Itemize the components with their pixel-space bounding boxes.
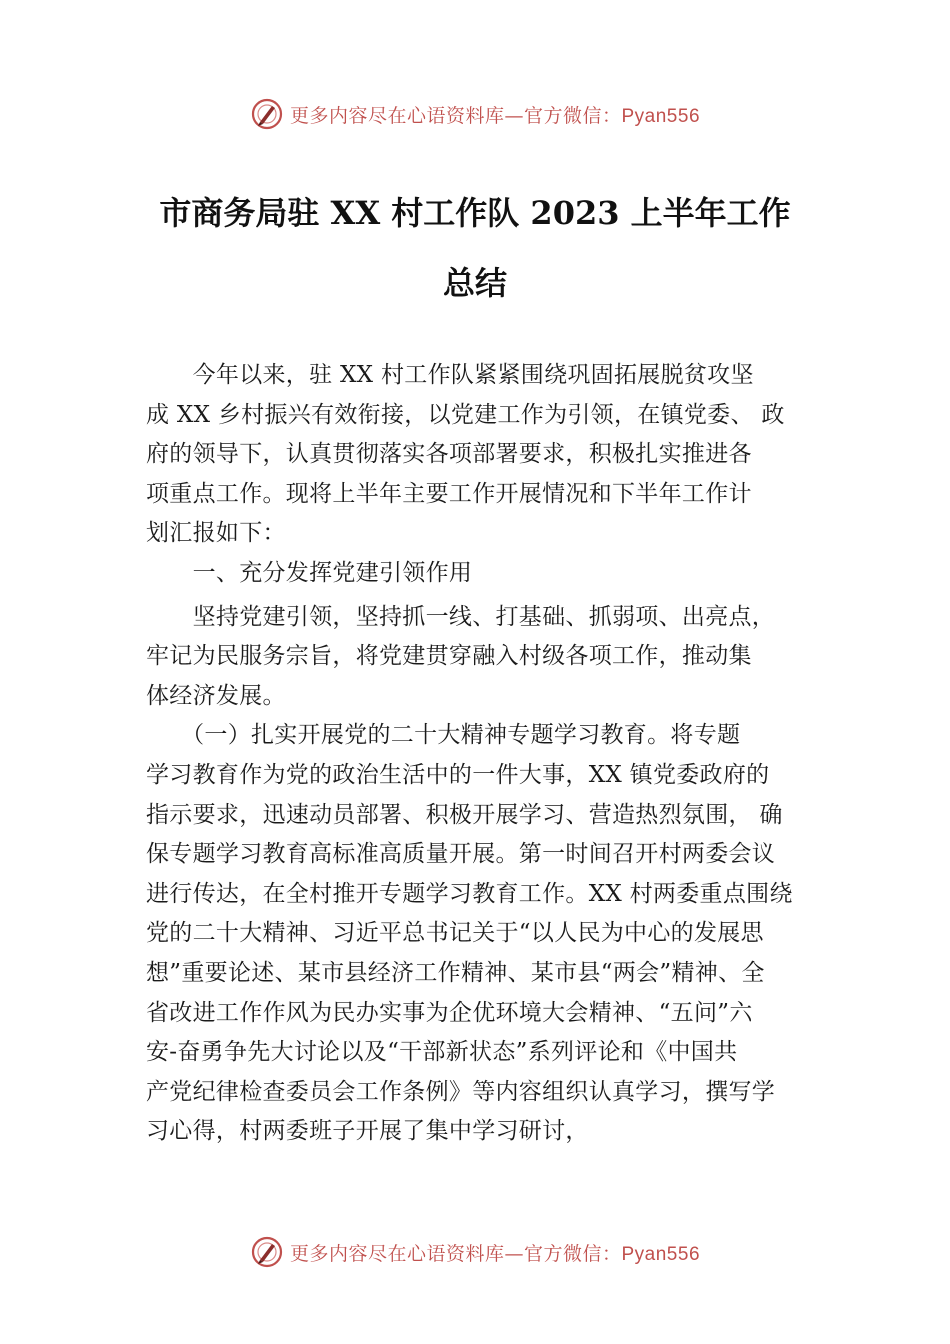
subsection-heading: （一）扎实开展党的二十大精神专题学习教育。将专题 — [146, 722, 741, 749]
body-line: 产党纪律检查委员会工作条例》等内容组织认真学习，撰写学 — [146, 1078, 776, 1105]
body-line: 坚持党建引领，坚持抓一线、打基础、抓弱项、出亮点， — [146, 603, 776, 630]
body-line: 牢记为民服务宗旨，将党建贯穿融入村级各项工作，推动集 — [146, 643, 752, 670]
pen-logo-icon — [250, 97, 284, 131]
document-title-line-1: 市商务局驻 XX 村工作队 2023 上半年工作 — [159, 194, 791, 232]
body-line: 项重点工作。现将上半年主要工作开展情况和下半年工作计 — [146, 480, 752, 507]
body-line: 成 XX 乡村振兴有效衔接，以党建工作为引领，在镇党委、 政 — [146, 401, 785, 428]
body-line: 想”重要论述、某市县经济工作精神、某市县“两会”精神、全 — [146, 959, 765, 986]
body-line: 体经济发展。 — [146, 682, 286, 709]
body-line: 府的领导下，认真贯彻落实各项部署要求，积极扎实推进各 — [146, 441, 752, 468]
header-watermark — [0, 94, 950, 134]
watermark-handle: Pyan556 — [621, 1243, 701, 1265]
body-line: 安-奋勇争先大讨论以及“干部新状态”系列评论和《中国共 — [146, 1039, 738, 1066]
watermark-text: 更多内容尽在心语资料库—官方微信：Pyan556 — [289, 1242, 701, 1265]
body-line: 习心得，村两委班子开展了集中学习研讨， — [146, 1118, 589, 1145]
body-line: 划汇报如下： — [146, 520, 286, 547]
watermark-handle: Pyan556 — [621, 105, 701, 127]
section-heading: 一、充分发挥党建引领作用 — [146, 559, 473, 586]
body-line: 学习教育作为党的政治生活中的一件大事，XX 镇党委政府的 — [146, 761, 770, 788]
document-title-line-2: 总结 — [442, 264, 507, 302]
body-line: 今年以来，驻 XX 村工作队紧紧围绕巩固拓展脱贫攻坚 — [146, 362, 754, 388]
document-body — [146, 356, 821, 1152]
body-line: 党的二十大精神、习近平总书记关于“以人民为中心的发展思 — [146, 920, 764, 947]
body-line: 进行传达，在全村推开专题学习教育工作。XX 村两委重点围绕 — [146, 880, 793, 907]
body-line: 省改进工作作风为民办实事为企优环境大会精神、“五问”六 — [146, 999, 753, 1026]
footer-watermark — [0, 1232, 950, 1272]
pen-logo-icon — [250, 1235, 284, 1269]
body-line: 指示要求，迅速动员部署、积极开展学习、营造热烈氛围， 确 — [146, 801, 783, 828]
watermark-text: 更多内容尽在心语资料库—官方微信：Pyan556 — [289, 104, 701, 127]
body-line: 保专题学习教育高标准高质量开展。第一时间召开村两委会议 — [146, 841, 776, 868]
